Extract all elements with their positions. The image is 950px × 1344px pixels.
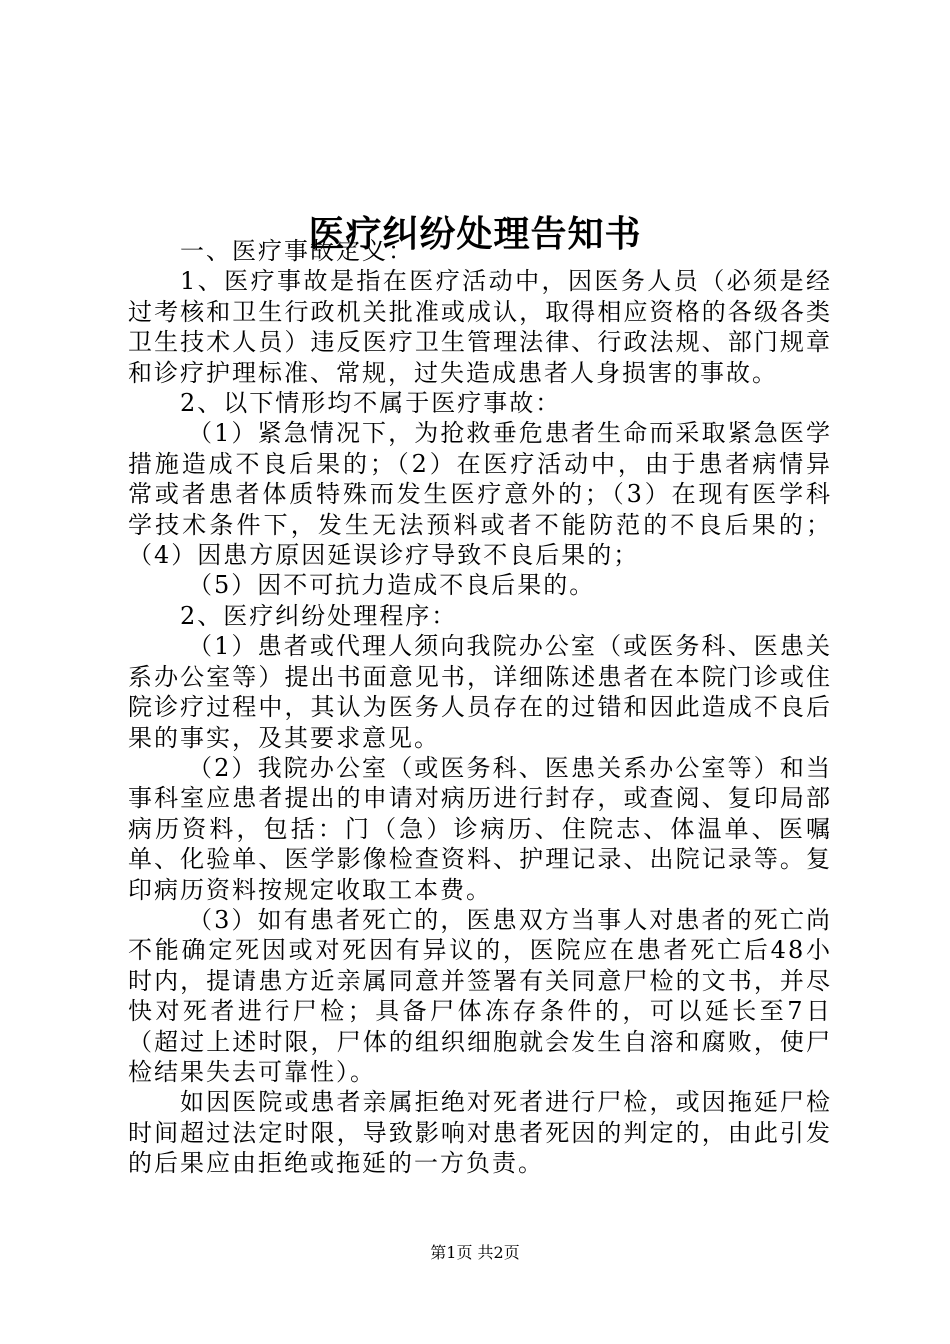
paragraph-autopsy-refusal: 如因医院或患者亲属拒绝对死者进行尸检，或因拖延尸检时间超过法定时限，导致影响对患者死因的判定的，由此引发的后果应由拒绝或拖延的一方负责。 (128, 1088, 832, 1178)
document-body (128, 236, 832, 1179)
section-heading-procedure: 2、医疗纠纷处理程序： (180, 601, 458, 630)
paragraph-exclusions-heading: 2、以下情形均不属于医疗事故： (180, 389, 562, 418)
paragraph-procedure-3: （3）如有患者死亡的，医患双方当事人对患者的死亡尚不能确定死因或对死因有异议的，医院应在患者死亡后48小时内，提请患方近亲属同意并签署有关同意尸检的文书，并尽快对死者进行尸检；具备尸体冻存条件的，可以延长至7日（超过上述时限，尸体的组织细胞就会发生自溶和腐败，使尸检结果失去可靠性）。 (128, 905, 832, 1086)
paragraph-procedure-2: （2）我院办公室（或医务科、医患关系办公室等）和当事科室应患者提出的申请对病历进行封存，或查阅、复印局部病历资料，包括：门（急）诊病历、住院志、体温单、医嘱单、化验单、医学影像检查资料、护理记录、出院记录等。复印病历资料按规定收取工本费。 (128, 753, 832, 904)
page-footer: 第1页 共2页 (430, 1243, 520, 1262)
section-heading-definition: 一、医疗事故定义： (180, 237, 414, 265)
document-title: 医疗纠纷处理告知书 (308, 213, 642, 256)
paragraph-exclusions-list: （1）紧急情况下，为抢救垂危患者生命而采取紧急医学措施造成不良后果的；（2）在医疗活动中，由于患者病情异常或者患者体质特殊而发生医疗意外的；（3）在现有医学科学技术条件下，发生无法预料或者不能防范的不良后果的；（4）因患方原因延误诊疗导致不良后果的； (128, 419, 832, 570)
paragraph-procedure-1: （1）患者或代理人须向我院办公室（或医务科、医患关系办公室等）提出书面意见书，详细陈述患者在本院门诊或住院诊疗过程中，其认为医务人员存在的过错和因此造成不良后果的事实，及其要求意见。 (128, 632, 832, 752)
paragraph-definition: 1、医疗事故是指在医疗活动中，因医务人员（必须是经过考核和卫生行政机关批准或成认，取得相应资格的各级各类卫生技术人员）违反医疗卫生管理法律、行政法规、部门规章和诊疗护理标准、常规，过失造成患者人身损害的事故。 (128, 267, 832, 387)
paragraph-exclusion-force-majeure: （5）因不可抗力造成不良后果的。 (188, 571, 596, 600)
